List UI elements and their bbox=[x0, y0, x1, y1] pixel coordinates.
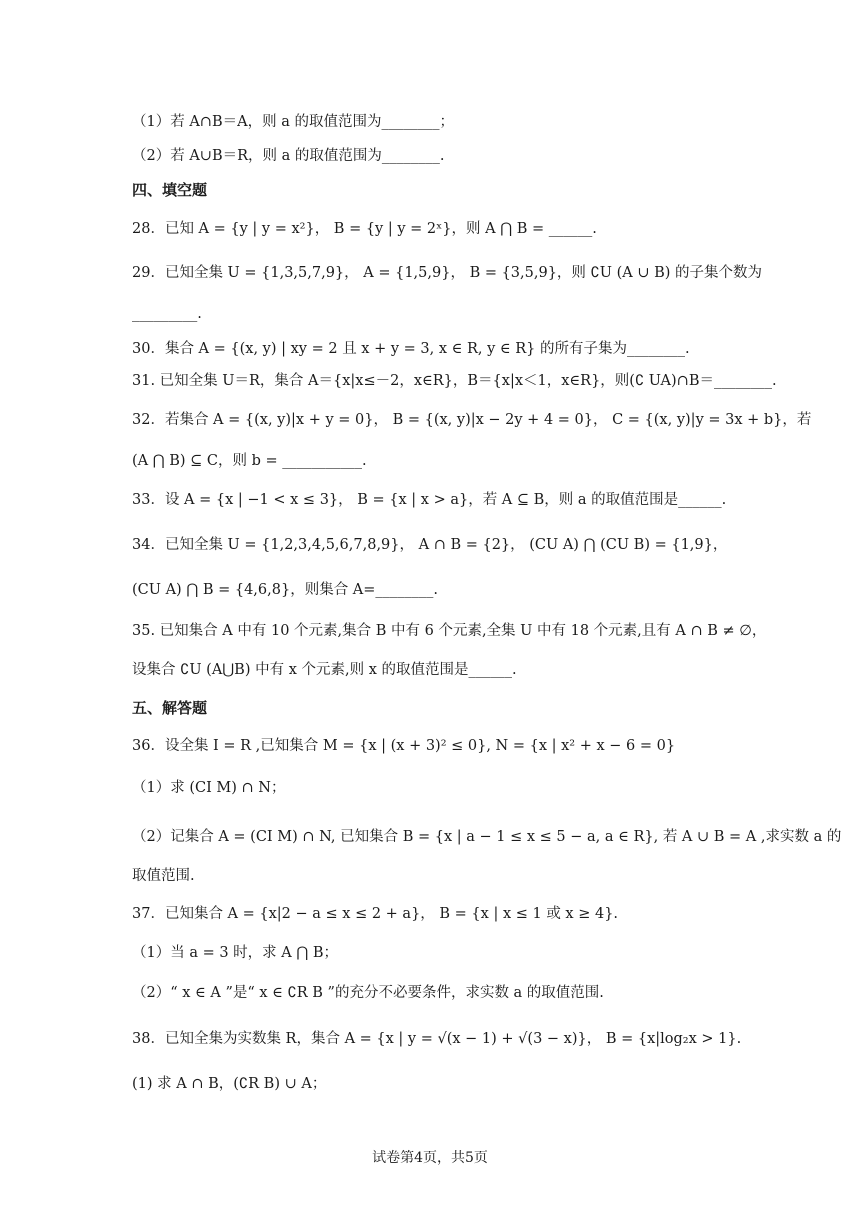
question-33: 33．设 A = {x | −1 < x ≤ 3}， B = {x | x > a}，若 A ⊆ B，则 a 的取值范围是______. bbox=[132, 492, 727, 508]
question-34: 34．已知全集 U = {1,2,3,4,5,6,7,8,9}， A ∩ B = {2}， (CU A) ⋂ (CU B) = {1,9}， bbox=[132, 537, 728, 553]
question-34-cont: (CU A) ⋂ B = {4,6,8}，则集合 A=________. bbox=[132, 582, 439, 598]
text-line-l1: （1）若 A∩B＝A，则 a 的取值范围为________； bbox=[132, 114, 454, 130]
question-32-cont: (A ⋂ B) ⊆ C，则 b = ___________. bbox=[132, 453, 367, 469]
text-line-l2: （2）若 A∪B＝R，则 a 的取值范围为________. bbox=[132, 148, 445, 164]
question-35: 35. 已知集合 A 中有 10 个元素,集合 B 中有 6 个元素,全集 U 中有 18 个元素,且有 A ∩ B ≠ ∅， bbox=[132, 623, 767, 639]
question-36-part2: （2）记集合 A = (CI M) ∩ N, 已知集合 B = {x | a − 1 ≤ x ≤ 5 − a, a ∈ R}, 若 A ∪ B = A ,求实数 a 的 bbox=[132, 829, 842, 845]
question-35-cont: 设集合 ∁U (A⋃B) 中有 x 个元素,则 x 的取值范围是______. bbox=[132, 662, 517, 678]
question-29-blank: _________. bbox=[132, 306, 202, 322]
question-37: 37．已知集合 A = {x|2 − a ≤ x ≤ 2 + a}， B = {x | x ≤ 1 或 x ≥ 4}. bbox=[132, 906, 619, 922]
question-32: 32．若集合 A = {(x, y)|x + y = 0}， B = {(x, y)|x − 2y + 4 = 0}， C = {(x, y)|y = 3x + b}，若 bbox=[132, 412, 812, 428]
section-heading-fill-in: 四、填空题 bbox=[132, 181, 208, 199]
question-36: 36．设全集 I = R ,已知集合 M = {x | (x + 3)² ≤ 0}, N = {x | x² + x − 6 = 0} bbox=[132, 738, 676, 754]
section-heading-solve: 五、解答题 bbox=[132, 699, 208, 717]
question-30: 30．集合 A = {(x, y) | xy = 2 且 x + y = 3, x ∈ R, y ∈ R} 的所有子集为________. bbox=[132, 341, 690, 357]
question-29: 29．已知全集 U = {1,3,5,7,9}， A = {1,5,9}， B = {3,5,9}，则 ∁U (A ∪ B) 的子集个数为 bbox=[132, 265, 763, 281]
page-footer: 试卷第4页，共5页 bbox=[372, 1150, 488, 1166]
question-38-part1: (1) 求 A ∩ B，(∁R B) ∪ A； bbox=[132, 1076, 327, 1092]
question-28: 28．已知 A = {y | y = x²}， B = {y | y = 2ˣ}，则 A ⋂ B = ______. bbox=[132, 221, 597, 237]
question-37-part2: （2）“ x ∈ A ”是“ x ∈ ∁R B ”的充分不必要条件，求实数 a 的取值范围. bbox=[132, 985, 604, 1001]
question-31: 31. 已知全集 U＝R，集合 A＝{x|x≤－2，x∈R}，B＝{x|x＜1，x∈R}，则(∁ UA)∩B＝________. bbox=[132, 373, 777, 389]
question-36-part1: （1）求 (CI M) ∩ N； bbox=[132, 780, 286, 796]
question-36-part2-cont: 取值范围. bbox=[132, 868, 195, 884]
question-37-part1: （1）当 a = 3 时，求 A ⋂ B； bbox=[132, 945, 339, 961]
question-38: 38．已知全集为实数集 R，集合 A = {x | y = √(x − 1) + √(3 − x)}， B = {x|log₂x > 1}. bbox=[132, 1031, 742, 1047]
